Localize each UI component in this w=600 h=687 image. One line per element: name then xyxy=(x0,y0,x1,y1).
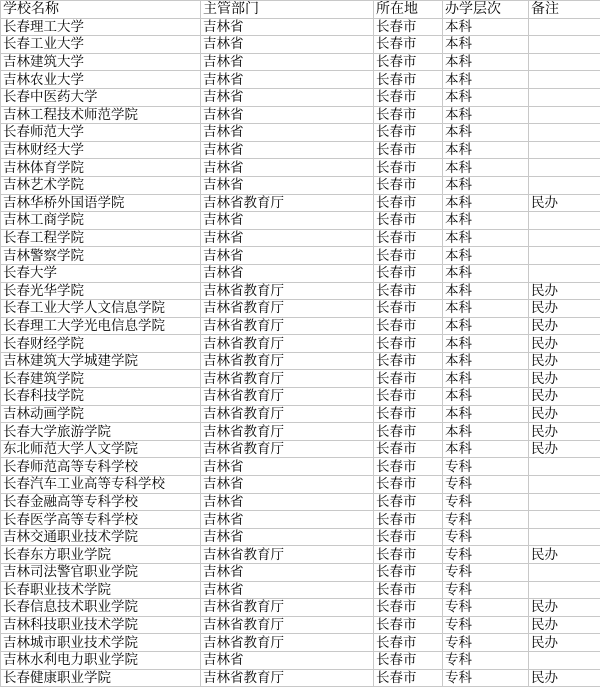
cell-school-name[interactable]: 长春大学旅游学院 xyxy=(1,423,201,441)
cell-school-name[interactable]: 长春师范高等专科学校 xyxy=(1,458,201,476)
cell-department[interactable]: 吉林省教育厅 xyxy=(201,352,374,370)
cell-note[interactable] xyxy=(529,264,600,282)
table-row xyxy=(1,141,600,159)
cell-location[interactable]: 长春市 xyxy=(374,264,443,282)
cell-level[interactable]: 专科 xyxy=(443,599,529,617)
cell-school-name[interactable]: 吉林司法警官职业学院 xyxy=(1,564,201,582)
table-row xyxy=(1,264,600,282)
cell-school-name[interactable]: 吉林动画学院 xyxy=(1,405,201,423)
cell-note[interactable] xyxy=(529,71,600,89)
cell-level[interactable]: 本科 xyxy=(443,300,529,318)
cell-note[interactable] xyxy=(529,564,600,582)
table-row xyxy=(1,317,600,335)
cell-note[interactable]: 民办 xyxy=(529,317,600,335)
table-row xyxy=(1,458,600,476)
cell-note[interactable] xyxy=(529,88,600,106)
cell-location[interactable]: 长春市 xyxy=(374,176,443,194)
cell-school-name[interactable]: 长春理工大学光电信息学院 xyxy=(1,317,201,335)
header-department[interactable]: 主管部门 xyxy=(201,1,374,19)
cell-note[interactable] xyxy=(529,493,600,511)
cell-note[interactable]: 民办 xyxy=(529,440,600,458)
cell-school-name[interactable]: 长春工程学院 xyxy=(1,229,201,247)
cell-department[interactable]: 吉林省教育厅 xyxy=(201,194,374,212)
cell-location[interactable]: 长春市 xyxy=(374,317,443,335)
cell-level[interactable]: 本科 xyxy=(443,88,529,106)
cell-level[interactable]: 本科 xyxy=(443,370,529,388)
cell-level[interactable]: 专科 xyxy=(443,669,529,687)
cell-note[interactable]: 民办 xyxy=(529,388,600,406)
table-row xyxy=(1,352,600,370)
cell-note[interactable]: 民办 xyxy=(529,546,600,564)
cell-department[interactable]: 吉林省 xyxy=(201,493,374,511)
cell-note[interactable]: 民办 xyxy=(529,423,600,441)
cell-school-name[interactable]: 长春中医药大学 xyxy=(1,88,201,106)
cell-location[interactable]: 长春市 xyxy=(374,124,443,142)
cell-location[interactable]: 长春市 xyxy=(374,599,443,617)
cell-school-name[interactable]: 吉林工程技术师范学院 xyxy=(1,106,201,124)
cell-school-name[interactable]: 吉林建筑大学 xyxy=(1,53,201,71)
cell-level[interactable]: 本科 xyxy=(443,141,529,159)
cell-department[interactable]: 吉林省 xyxy=(201,229,374,247)
cell-level[interactable]: 本科 xyxy=(443,317,529,335)
cell-department[interactable]: 吉林省 xyxy=(201,176,374,194)
table-row xyxy=(1,36,600,54)
cell-level[interactable]: 专科 xyxy=(443,476,529,494)
cell-level[interactable]: 本科 xyxy=(443,335,529,353)
cell-school-name[interactable]: 吉林体育学院 xyxy=(1,159,201,177)
cell-school-name[interactable]: 长春光华学院 xyxy=(1,282,201,300)
cell-school-name[interactable]: 吉林水利电力职业学院 xyxy=(1,651,201,669)
table-row xyxy=(1,651,600,669)
cell-school-name[interactable]: 吉林交通职业技术学院 xyxy=(1,528,201,546)
cell-school-name[interactable]: 长春大学 xyxy=(1,264,201,282)
cell-location[interactable]: 长春市 xyxy=(374,370,443,388)
cell-level[interactable]: 专科 xyxy=(443,634,529,652)
table-row xyxy=(1,88,600,106)
table-row xyxy=(1,53,600,71)
cell-level[interactable]: 专科 xyxy=(443,493,529,511)
header-note[interactable]: 备注 xyxy=(529,1,600,19)
cell-school-name[interactable]: 长春科技学院 xyxy=(1,388,201,406)
cell-level[interactable]: 专科 xyxy=(443,546,529,564)
cell-note[interactable] xyxy=(529,476,600,494)
table-row xyxy=(1,300,600,318)
cell-location[interactable]: 长春市 xyxy=(374,53,443,71)
cell-note[interactable]: 民办 xyxy=(529,194,600,212)
cell-note[interactable] xyxy=(529,212,600,230)
cell-department[interactable]: 吉林省 xyxy=(201,159,374,177)
table-row xyxy=(1,405,600,423)
cell-location[interactable]: 长春市 xyxy=(374,405,443,423)
cell-department[interactable]: 吉林省 xyxy=(201,528,374,546)
cell-level[interactable]: 专科 xyxy=(443,511,529,529)
cell-note[interactable] xyxy=(529,581,600,599)
cell-location[interactable]: 长春市 xyxy=(374,423,443,441)
table-row xyxy=(1,634,600,652)
cell-department[interactable]: 吉林省教育厅 xyxy=(201,423,374,441)
table-row xyxy=(1,229,600,247)
cell-note[interactable] xyxy=(529,229,600,247)
cell-location[interactable]: 长春市 xyxy=(374,476,443,494)
cell-location[interactable]: 长春市 xyxy=(374,634,443,652)
cell-school-name[interactable]: 长春财经学院 xyxy=(1,335,201,353)
table-row xyxy=(1,599,600,617)
cell-location[interactable]: 长春市 xyxy=(374,229,443,247)
cell-department[interactable]: 吉林省 xyxy=(201,106,374,124)
cell-school-name[interactable]: 吉林建筑大学城建学院 xyxy=(1,352,201,370)
cell-location[interactable]: 长春市 xyxy=(374,300,443,318)
cell-level[interactable]: 本科 xyxy=(443,388,529,406)
cell-level[interactable]: 本科 xyxy=(443,440,529,458)
cell-school-name[interactable]: 长春师范大学 xyxy=(1,124,201,142)
cell-location[interactable]: 长春市 xyxy=(374,440,443,458)
cell-note[interactable] xyxy=(529,124,600,142)
table-row xyxy=(1,106,600,124)
cell-note[interactable] xyxy=(529,511,600,529)
table-row xyxy=(1,528,600,546)
cell-school-name[interactable]: 东北师范大学人文学院 xyxy=(1,440,201,458)
cell-level[interactable]: 本科 xyxy=(443,352,529,370)
cell-school-name[interactable]: 吉林城市职业技术学院 xyxy=(1,634,201,652)
cell-note[interactable] xyxy=(529,159,600,177)
cell-location[interactable]: 长春市 xyxy=(374,352,443,370)
cell-location[interactable]: 长春市 xyxy=(374,194,443,212)
cell-note[interactable] xyxy=(529,36,600,54)
cell-location[interactable]: 长春市 xyxy=(374,564,443,582)
cell-department[interactable]: 吉林省 xyxy=(201,212,374,230)
cell-school-name[interactable]: 长春医学高等专科学校 xyxy=(1,511,201,529)
cell-school-name[interactable]: 吉林科技职业技术学院 xyxy=(1,616,201,634)
cell-location[interactable]: 长春市 xyxy=(374,141,443,159)
header-location[interactable]: 所在地 xyxy=(374,1,443,19)
cell-note[interactable]: 民办 xyxy=(529,370,600,388)
cell-location[interactable]: 长春市 xyxy=(374,651,443,669)
table-row xyxy=(1,440,600,458)
cell-note[interactable] xyxy=(529,141,600,159)
cell-department[interactable]: 吉林省 xyxy=(201,71,374,89)
cell-level[interactable]: 本科 xyxy=(443,159,529,177)
cell-note[interactable]: 民办 xyxy=(529,616,600,634)
table-row xyxy=(1,247,600,265)
cell-location[interactable]: 长春市 xyxy=(374,458,443,476)
header-row xyxy=(1,1,600,19)
cell-location[interactable]: 长春市 xyxy=(374,528,443,546)
cell-level[interactable]: 本科 xyxy=(443,247,529,265)
cell-school-name[interactable]: 长春东方职业学院 xyxy=(1,546,201,564)
table-row xyxy=(1,124,600,142)
cell-department[interactable]: 吉林省教育厅 xyxy=(201,405,374,423)
cell-department[interactable]: 吉林省教育厅 xyxy=(201,669,374,687)
table-row xyxy=(1,581,600,599)
cell-department[interactable]: 吉林省 xyxy=(201,124,374,142)
cell-department[interactable]: 吉林省 xyxy=(201,264,374,282)
cell-department[interactable]: 吉林省 xyxy=(201,476,374,494)
cell-note[interactable] xyxy=(529,106,600,124)
cell-department[interactable]: 吉林省 xyxy=(201,18,374,36)
cell-level[interactable]: 本科 xyxy=(443,405,529,423)
cell-department[interactable]: 吉林省 xyxy=(201,88,374,106)
cell-level[interactable]: 专科 xyxy=(443,581,529,599)
table-row xyxy=(1,423,600,441)
cell-note[interactable]: 民办 xyxy=(529,634,600,652)
cell-level[interactable]: 本科 xyxy=(443,212,529,230)
cell-note[interactable]: 民办 xyxy=(529,335,600,353)
cell-note[interactable]: 民办 xyxy=(529,282,600,300)
cell-level[interactable]: 专科 xyxy=(443,616,529,634)
cell-level[interactable]: 本科 xyxy=(443,106,529,124)
cell-location[interactable]: 长春市 xyxy=(374,106,443,124)
cell-department[interactable]: 吉林省 xyxy=(201,511,374,529)
cell-level[interactable]: 本科 xyxy=(443,53,529,71)
cell-school-name[interactable]: 长春信息技术职业学院 xyxy=(1,599,201,617)
cell-school-name[interactable]: 长春工业大学人文信息学院 xyxy=(1,300,201,318)
cell-school-name[interactable]: 吉林工商学院 xyxy=(1,212,201,230)
table-row xyxy=(1,282,600,300)
cell-location[interactable]: 长春市 xyxy=(374,493,443,511)
cell-school-name[interactable]: 吉林警察学院 xyxy=(1,247,201,265)
cell-school-name[interactable]: 吉林艺术学院 xyxy=(1,176,201,194)
cell-level[interactable]: 专科 xyxy=(443,458,529,476)
cell-note[interactable] xyxy=(529,528,600,546)
cell-note[interactable]: 民办 xyxy=(529,669,600,687)
cell-department[interactable]: 吉林省教育厅 xyxy=(201,546,374,564)
cell-school-name[interactable]: 长春理工大学 xyxy=(1,18,201,36)
cell-department[interactable]: 吉林省教育厅 xyxy=(201,317,374,335)
table-row xyxy=(1,18,600,36)
cell-location[interactable]: 长春市 xyxy=(374,546,443,564)
table-row xyxy=(1,493,600,511)
cell-level[interactable]: 本科 xyxy=(443,264,529,282)
table-row xyxy=(1,176,600,194)
cell-location[interactable]: 长春市 xyxy=(374,212,443,230)
header-school-name[interactable]: 学校名称 xyxy=(1,1,201,19)
cell-department[interactable]: 吉林省教育厅 xyxy=(201,634,374,652)
cell-department[interactable]: 吉林省 xyxy=(201,651,374,669)
cell-location[interactable]: 长春市 xyxy=(374,88,443,106)
cell-department[interactable]: 吉林省教育厅 xyxy=(201,616,374,634)
table-row xyxy=(1,71,600,89)
cell-note[interactable] xyxy=(529,53,600,71)
cell-school-name[interactable]: 长春健康职业学院 xyxy=(1,669,201,687)
cell-department[interactable]: 吉林省教育厅 xyxy=(201,335,374,353)
cell-department[interactable]: 吉林省 xyxy=(201,458,374,476)
cell-note[interactable]: 民办 xyxy=(529,405,600,423)
cell-department[interactable]: 吉林省教育厅 xyxy=(201,599,374,617)
cell-level[interactable]: 专科 xyxy=(443,564,529,582)
cell-level[interactable]: 本科 xyxy=(443,124,529,142)
cell-school-name[interactable]: 长春汽车工业高等专科学校 xyxy=(1,476,201,494)
cell-department[interactable]: 吉林省教育厅 xyxy=(201,440,374,458)
cell-school-name[interactable]: 吉林财经大学 xyxy=(1,141,201,159)
cell-level[interactable]: 专科 xyxy=(443,651,529,669)
cell-level[interactable]: 本科 xyxy=(443,194,529,212)
cell-location[interactable]: 长春市 xyxy=(374,335,443,353)
table-row xyxy=(1,194,600,212)
cell-location[interactable]: 长春市 xyxy=(374,511,443,529)
cell-level[interactable]: 本科 xyxy=(443,71,529,89)
cell-location[interactable]: 长春市 xyxy=(374,71,443,89)
cell-school-name[interactable]: 长春工业大学 xyxy=(1,36,201,54)
header-level[interactable]: 办学层次 xyxy=(443,1,529,19)
cell-location[interactable]: 长春市 xyxy=(374,581,443,599)
cell-department[interactable]: 吉林省 xyxy=(201,36,374,54)
cell-location[interactable]: 长春市 xyxy=(374,159,443,177)
cell-note[interactable] xyxy=(529,247,600,265)
cell-department[interactable]: 吉林省 xyxy=(201,564,374,582)
cell-level[interactable]: 本科 xyxy=(443,18,529,36)
cell-note[interactable] xyxy=(529,458,600,476)
cell-school-name[interactable]: 吉林农业大学 xyxy=(1,71,201,89)
cell-level[interactable]: 本科 xyxy=(443,176,529,194)
cell-location[interactable]: 长春市 xyxy=(374,282,443,300)
cell-level[interactable]: 本科 xyxy=(443,423,529,441)
cell-note[interactable]: 民办 xyxy=(529,599,600,617)
table-row xyxy=(1,388,600,406)
cell-note[interactable] xyxy=(529,176,600,194)
table-row xyxy=(1,616,600,634)
table-row xyxy=(1,370,600,388)
table-row xyxy=(1,335,600,353)
cell-department[interactable]: 吉林省教育厅 xyxy=(201,388,374,406)
cell-department[interactable]: 吉林省 xyxy=(201,141,374,159)
cell-level[interactable]: 本科 xyxy=(443,36,529,54)
cell-note[interactable]: 民办 xyxy=(529,300,600,318)
cell-level[interactable]: 本科 xyxy=(443,282,529,300)
cell-note[interactable] xyxy=(529,18,600,36)
cell-department[interactable]: 吉林省 xyxy=(201,53,374,71)
table-row xyxy=(1,212,600,230)
cell-department[interactable]: 吉林省 xyxy=(201,581,374,599)
table-row xyxy=(1,669,600,687)
cell-school-name[interactable]: 长春建筑学院 xyxy=(1,370,201,388)
table-row xyxy=(1,159,600,177)
table-row xyxy=(1,546,600,564)
cell-department[interactable]: 吉林省 xyxy=(201,247,374,265)
table-row xyxy=(1,564,600,582)
cell-location[interactable]: 长春市 xyxy=(374,36,443,54)
cell-location[interactable]: 长春市 xyxy=(374,18,443,36)
cell-location[interactable]: 长春市 xyxy=(374,247,443,265)
cell-school-name[interactable]: 吉林华桥外国语学院 xyxy=(1,194,201,212)
cell-school-name[interactable]: 长春金融高等专科学校 xyxy=(1,493,201,511)
cell-school-name[interactable]: 长春职业技术学院 xyxy=(1,581,201,599)
cell-level[interactable]: 本科 xyxy=(443,229,529,247)
cell-location[interactable]: 长春市 xyxy=(374,616,443,634)
cell-note[interactable]: 民办 xyxy=(529,352,600,370)
cell-location[interactable]: 长春市 xyxy=(374,388,443,406)
cell-note[interactable] xyxy=(529,651,600,669)
cell-department[interactable]: 吉林省教育厅 xyxy=(201,370,374,388)
table-row xyxy=(1,511,600,529)
cell-department[interactable]: 吉林省教育厅 xyxy=(201,282,374,300)
cell-department[interactable]: 吉林省教育厅 xyxy=(201,300,374,318)
cell-level[interactable]: 专科 xyxy=(443,528,529,546)
cell-location[interactable]: 长春市 xyxy=(374,669,443,687)
table-row xyxy=(1,476,600,494)
